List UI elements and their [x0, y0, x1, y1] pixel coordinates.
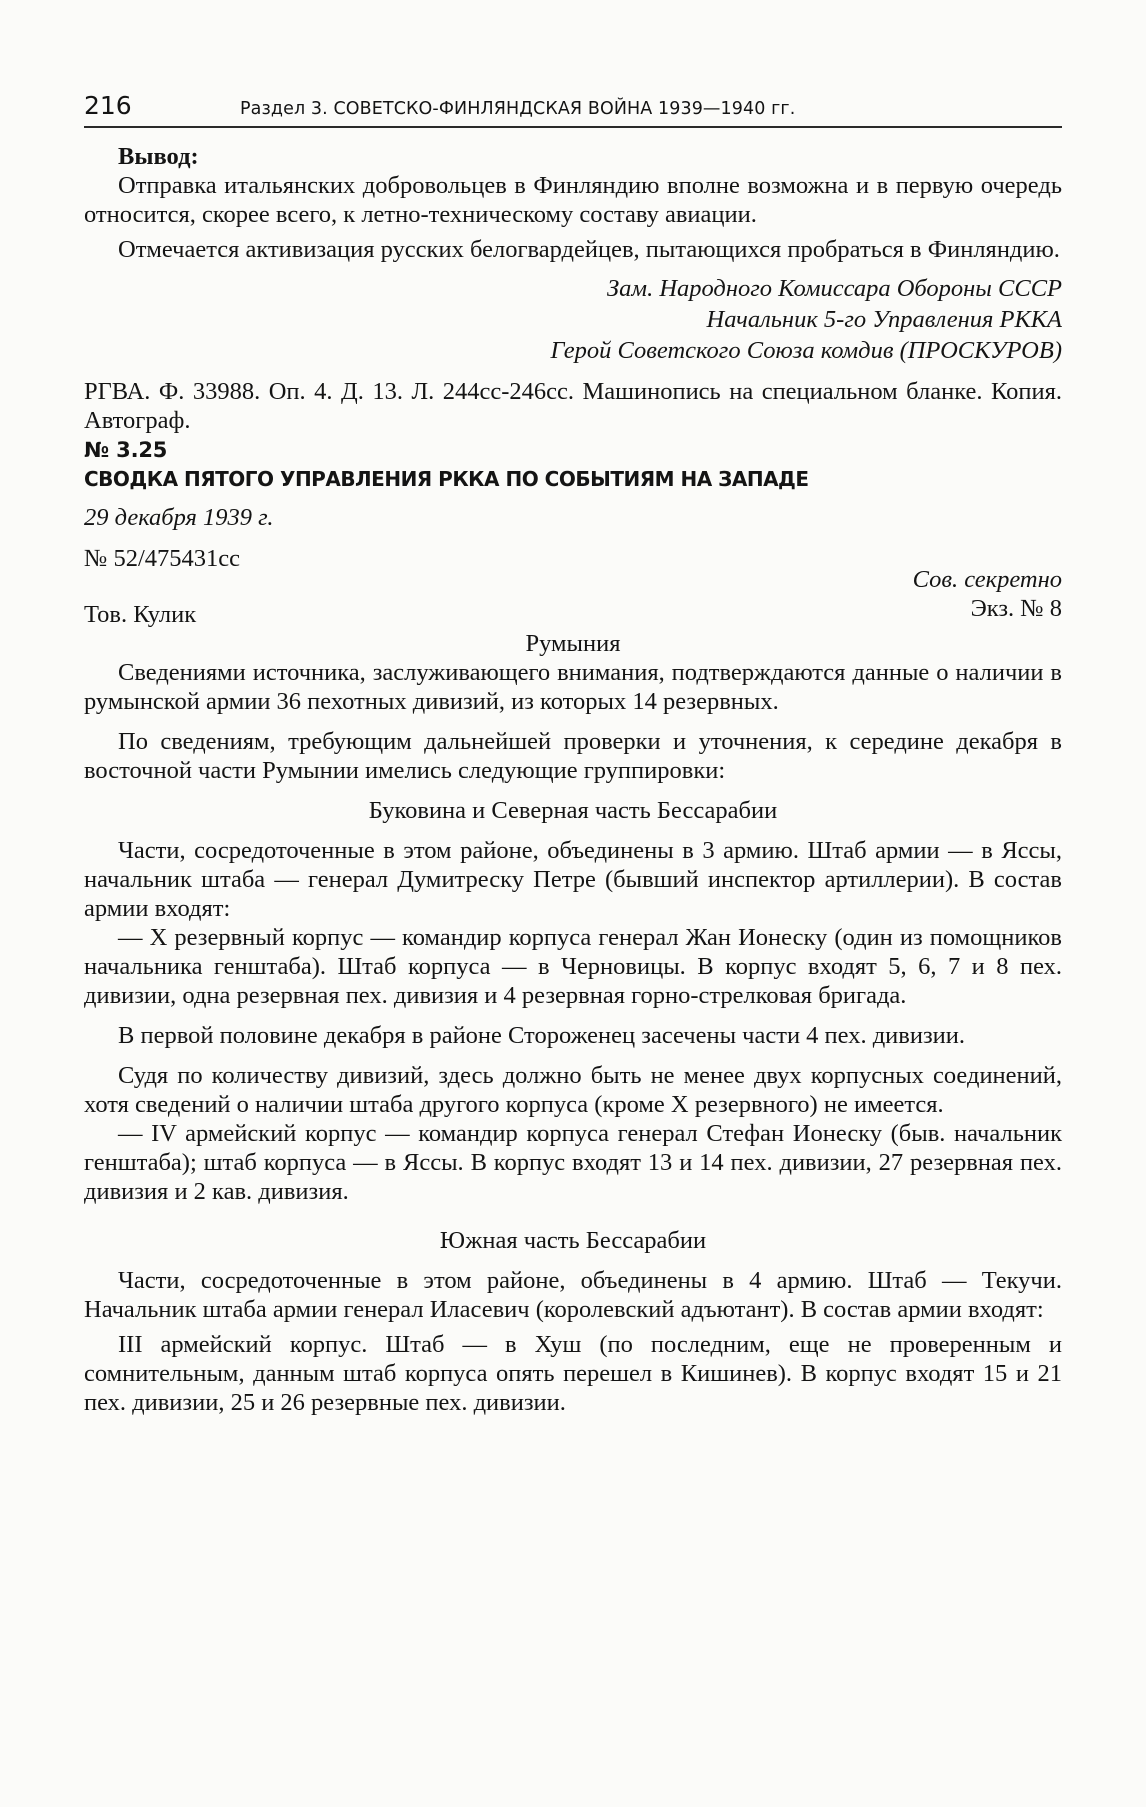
- page-body: [84, 142, 1062, 1417]
- romania-paragraph-1: Сведениями источника, заслуживающего внимания, подтверждаются данные о наличии в румынской армии 36 пехотных дивизий, из которых 14 резервных.: [84, 659, 1062, 715]
- bukovina-heading: Буковина и Северная часть Бессарабии: [368, 797, 778, 824]
- archive-note: РГВА. Ф. 33988. Оп. 4. Д. 13. Л. 244сс-246сс. Машинопись на специальном бланке. Копия. Автограф.: [84, 378, 1062, 434]
- book-page: [84, 80, 1062, 1417]
- registration-number: № 52/475431сс: [84, 545, 241, 572]
- signature-line-2: Начальник 5-го Управления РККА: [706, 306, 1062, 333]
- running-head: Раздел 3. СОВЕТСКО-ФИНЛЯНДСКАЯ ВОЙНА 1939—1940 гг.: [240, 99, 796, 119]
- signature-line-3: Герой Советского Союза комдив (ПРОСКУРОВ): [550, 337, 1062, 364]
- bukovina-paragraph-5: — IV армейский корпус — командир корпуса генерал Стефан Ионеску (быв. начальник генштаба); штаб корпуса — в Яссы. В корпус входят 13 и 14 пех. дивизии, 27 резервная пех. дивизия и 2 кав. дивизия.: [84, 1120, 1062, 1205]
- south-paragraph-1: Части, сосредоточенные в этом районе, объединены в 4 армию. Штаб — Текучи. Начальник штаба армии генерал Иласевич (королевский адъютант). В состав армии входят:: [84, 1267, 1062, 1323]
- bukovina-paragraph-3: В первой половине декабря в районе Стороженец засечены части 4 пех. дивизии.: [118, 1022, 965, 1049]
- bukovina-paragraph-4: Судя по количеству дивизий, здесь должно быть не менее двух корпусных соединений, хотя сведений о наличии штаба другого корпуса (кроме X резервного) не имеется.: [84, 1062, 1062, 1118]
- south-paragraph-2: III армейский корпус. Штаб — в Хуш (по последним, еще не проверенным и сомнительным, данным штаб корпуса опять перешел в Кишинев). В корпус входят 15 и 21 пех. дивизии, 25 и 26 резервные пех. дивизии.: [84, 1331, 1062, 1416]
- addressee-row: [84, 594, 1062, 628]
- conclusion-paragraph-1: Отправка итальянских добровольцев в Финляндию вполне возможна и в первую очередь относится, скорее всего, к летно-техническому составу авиации.: [84, 172, 1062, 228]
- signature-block: [84, 273, 1062, 366]
- document-number: № 3.25: [84, 438, 168, 462]
- page-header: [84, 80, 1062, 128]
- document-title: СВОДКА ПЯТОГО УПРАВЛЕНИЯ РККА ПО СОБЫТИЯМ НА ЗАПАДЕ: [84, 467, 809, 491]
- addressee: Тов. Кулик: [84, 601, 197, 628]
- romania-paragraph-2: По сведениям, требующим дальнейшей проверки и уточнения, к середине декабря в восточной части Румынии имелись следующие группировки:: [84, 728, 1062, 784]
- document-date: 29 декабря 1939 г.: [84, 504, 274, 531]
- copy-number: Экз. № 8: [970, 595, 1062, 622]
- bukovina-paragraph-2: — X резервный корпус — командир корпуса генерал Жан Ионеску (один из помощников начальника генштаба). Штаб корпуса — в Черновицы. В корпус входят 5, 6, 7 и 8 пех. дивизии, одна резервная пех. дивизия и 4 резервная горно-стрелковая бригада.: [84, 924, 1062, 1009]
- section-romania-heading: Румыния: [525, 630, 621, 657]
- signature-line-1: Зам. Народного Комиссара Обороны СССР: [607, 275, 1062, 302]
- registration-row: [84, 544, 1062, 573]
- bukovina-paragraph-1: Части, сосредоточенные в этом районе, объединены в 3 армию. Штаб армии — в Яссы, начальник штаба — генерал Думитреску Петре (бывший инспектор артиллерии). В состав армии входят:: [84, 837, 1062, 922]
- classification-label: Сов. секретно: [912, 566, 1062, 593]
- conclusion-paragraph-2: Отмечается активизация русских белогвардейцев, пытающихся пробраться в Финляндию.: [118, 236, 1060, 263]
- conclusion-heading: Вывод:: [118, 143, 199, 170]
- south-bessarabia-heading: Южная часть Бессарабии: [439, 1227, 707, 1254]
- page-number: 216: [84, 91, 132, 120]
